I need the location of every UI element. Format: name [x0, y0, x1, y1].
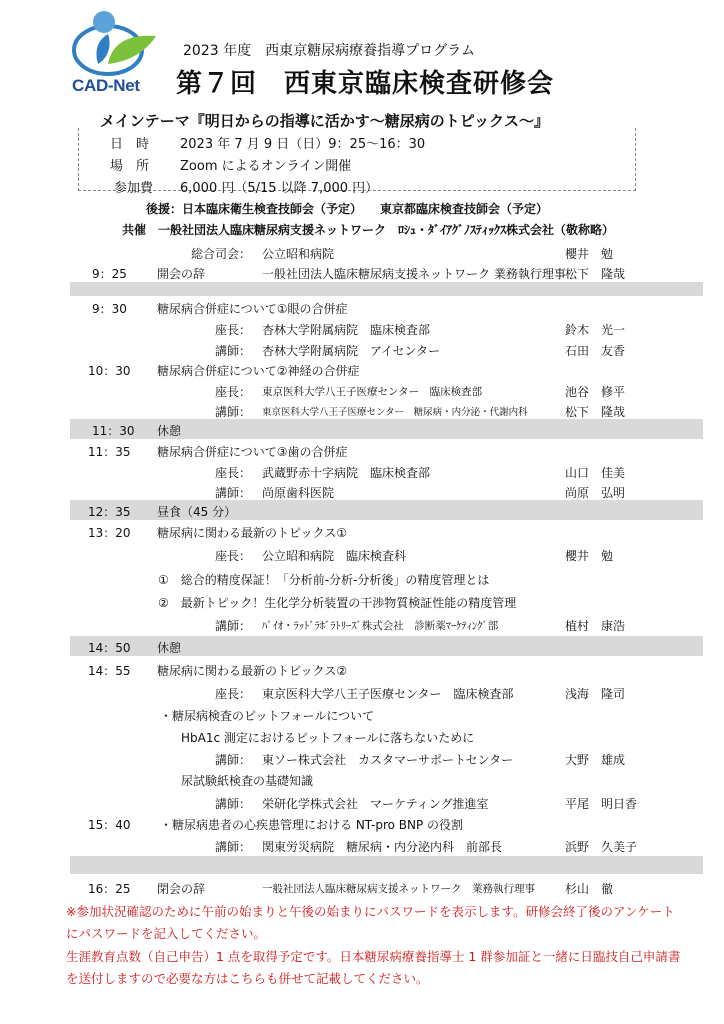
role: 講師：: [215, 797, 252, 811]
cohost-line: 共催 一般社団法人臨床糖尿病支援ネットワーク ﾛｼｭ・ﾀﾞｲｱｸﾞﾉｽﾃｨｯｸｽ株式会社（敬称略）: [122, 223, 615, 237]
mc-role: 総合司会：: [191, 247, 252, 261]
role: 座長：: [215, 687, 252, 701]
session-title: 休憩: [157, 641, 182, 655]
schedule-row: [0, 380, 724, 401]
logo-text: CAD-Net: [72, 76, 140, 95]
org: ﾊﾞｲｵ・ﾗｯﾄﾞﾗﾎﾞﾗﾄﾘｰｽﾞ株式会社 診断薬ﾏｰｹﾃｨﾝｸﾞ部: [262, 620, 499, 632]
schedule-row: [0, 544, 724, 565]
person-name: 杉山 徹: [565, 882, 614, 896]
person-name: 平尾 明日香: [565, 797, 638, 811]
session-title: 昼食（45 分）: [157, 505, 237, 519]
session-title: 糖尿病合併症について①眼の合併症: [157, 302, 348, 316]
time: 14：55: [88, 664, 131, 678]
date-label: 日 時: [110, 137, 150, 152]
schedule-row: [0, 769, 724, 790]
fee-value: 6,000 円（5/15 以降 7,000 円）: [180, 181, 379, 196]
org: 杏林大学附属病院 アイセンター: [262, 344, 441, 358]
role: 講師：: [215, 486, 252, 500]
role: 講師：: [215, 344, 252, 358]
schedule-row: [0, 339, 724, 360]
topic: ・糖尿病検査のピットフォールについて: [160, 709, 375, 723]
topic: 尿試験紙検査の基礎知識: [181, 774, 314, 788]
schedule-row: [0, 262, 724, 283]
person-name: 櫻井 勉: [565, 549, 614, 563]
topic: ② 最新トピック！生化学分析装置の干渉物質検証性能の精度管理: [158, 596, 517, 610]
org: 栄研化学株式会社 マーケティング推進室: [262, 797, 489, 811]
schedule-row: [0, 568, 724, 589]
org: 東京医科大学八王子医療センター 臨床検査部: [262, 386, 483, 398]
person-name: 山口 佳美: [565, 466, 626, 480]
schedule-row: [0, 682, 724, 703]
schedule-row: [0, 704, 724, 725]
date-value: 2023 年 7 月 9 日（日）9：25～16：30: [180, 137, 426, 152]
page-title: 第７回 西東京臨床検査研修会: [176, 69, 555, 99]
org: 杏林大学附属病院 臨床検査部: [262, 323, 431, 337]
schedule-row: [0, 614, 724, 635]
fee-label: 参加費: [114, 181, 154, 196]
time: 16：25: [88, 882, 131, 896]
session-title: 休憩: [157, 424, 182, 438]
role: 講師：: [215, 753, 252, 767]
role: 講師：: [215, 840, 252, 854]
schedule-row: [0, 400, 724, 421]
schedule-row: [0, 659, 724, 680]
schedule-row: [0, 461, 724, 482]
org: 東京医科大学八王子医療センター 糖尿病・内分泌・代謝内科: [262, 407, 528, 418]
role: 座長：: [215, 323, 252, 337]
schedule-row: [0, 591, 724, 612]
schedule-row: [0, 318, 724, 339]
session-title: 糖尿病合併症について③歯の合併症: [157, 445, 348, 459]
place-label: 場 所: [110, 159, 150, 174]
time: 12：35: [88, 505, 131, 519]
topic: HbA1c 測定におけるピットフォールに落ちないために: [181, 731, 475, 745]
role: 座長：: [215, 549, 252, 563]
date-row: [110, 133, 425, 152]
session-title: 糖尿病合併症について②神経の合併症: [157, 364, 360, 378]
person-name: 石田 友香: [565, 344, 626, 358]
schedule-row: [0, 835, 724, 856]
schedule-row: [0, 636, 724, 657]
org: 武蔵野赤十字病院 臨床検査部: [262, 466, 431, 480]
org: 関東労災病院 糖尿病・内分泌内科 前部長: [262, 840, 503, 854]
fee-row: [114, 177, 378, 196]
topic: ① 総合的精度保証！「分析前-分析-分析後」の精度管理とは: [158, 573, 490, 587]
separator-band: [70, 856, 703, 874]
session-title: 閉会の辞: [157, 882, 206, 896]
time: 11：30: [92, 424, 135, 438]
schedule-row: [0, 359, 724, 380]
program-series: 2023 年度 西東京糖尿病療養指導プログラム: [183, 43, 475, 59]
person-name: 尚原 弘明: [565, 486, 626, 500]
session-title: 糖尿病に関わる最新のトピックス①: [157, 526, 348, 540]
mc-name: 櫻井 勉: [565, 247, 614, 261]
person-name: 浜野 久美子: [565, 840, 638, 854]
org: 公立昭和病院 臨床検査科: [262, 549, 407, 563]
note-line: 生涯教育点数（自己申告）1 点を取得予定です。日本糖尿病療養指導士 1 群参加証と一緒に日臨技自己申請書: [66, 949, 681, 964]
role: 座長：: [215, 466, 252, 480]
schedule-row: [0, 481, 724, 502]
schedule-row: [0, 813, 724, 834]
note-line: にパスワードを記入してください。: [66, 926, 267, 941]
time: 9：25: [92, 267, 127, 281]
person-name: 植村 康浩: [565, 619, 626, 633]
person-name: 浅海 隆司: [565, 687, 626, 701]
place-row: [110, 155, 351, 174]
org: 東京医科大学八王子医療センター 臨床検査部: [262, 687, 514, 701]
org: 一般社団法人臨床糖尿病支援ネットワーク 業務執行理事: [262, 267, 566, 281]
org: 東ソー株式会社 カスタマーサポートセンター: [262, 753, 514, 767]
role: 座長：: [215, 385, 252, 399]
time: 13：20: [88, 526, 131, 540]
org: 尚原歯科医院: [262, 486, 335, 500]
person-name: 松下 隆哉: [565, 405, 626, 419]
person-name: 松下 隆哉: [565, 267, 626, 281]
note-line: ※参加状況確認のために午前の始まりと午後の始まりにパスワードを表示します。研修会終了後のアンケート: [66, 904, 675, 919]
time: 10：30: [88, 364, 131, 378]
role: 講師：: [215, 619, 252, 633]
schedule-row: [0, 521, 724, 542]
schedule-row: [0, 792, 724, 813]
time: 9：30: [92, 302, 127, 316]
org: 一般社団法人臨床糖尿病支援ネットワーク 業務執行理事: [262, 883, 535, 895]
time: 11：35: [88, 445, 131, 459]
separator-band: [70, 282, 703, 296]
session-title: ・糖尿病患者の心疾患管理における NT-pro BNP の役割: [160, 818, 464, 832]
mc-org: 公立昭和病院: [262, 247, 335, 261]
schedule-row: [0, 419, 724, 440]
schedule-row: [0, 726, 724, 747]
person-name: 鈴木 光一: [565, 323, 626, 337]
note-line: を送付しますので必要な方はこちらも併せて記載してください。: [66, 971, 429, 986]
role: 講師：: [215, 405, 252, 419]
support-line: 後援：日本臨床衛生検査技師会（予定） 東京都臨床検査技師会（予定）: [146, 202, 549, 216]
schedule-row: [0, 500, 724, 521]
schedule-row: [0, 877, 724, 898]
place-value: Zoom によるオンライン開催: [180, 159, 352, 174]
schedule-row: [0, 748, 724, 769]
session-title: 糖尿病に関わる最新のトピックス②: [157, 664, 348, 678]
time: 15：40: [88, 818, 131, 832]
schedule-row: [0, 242, 724, 263]
schedule-row: [0, 440, 724, 461]
time: 14：50: [88, 641, 131, 655]
person-name: 池谷 修平: [565, 385, 626, 399]
schedule-row: [0, 297, 724, 318]
person-name: 大野 雄成: [565, 753, 626, 767]
session-title: 開会の辞: [157, 267, 206, 281]
main-theme: メインテーマ『明日からの指導に活かす～糖尿病のトピックス～』: [100, 112, 549, 130]
